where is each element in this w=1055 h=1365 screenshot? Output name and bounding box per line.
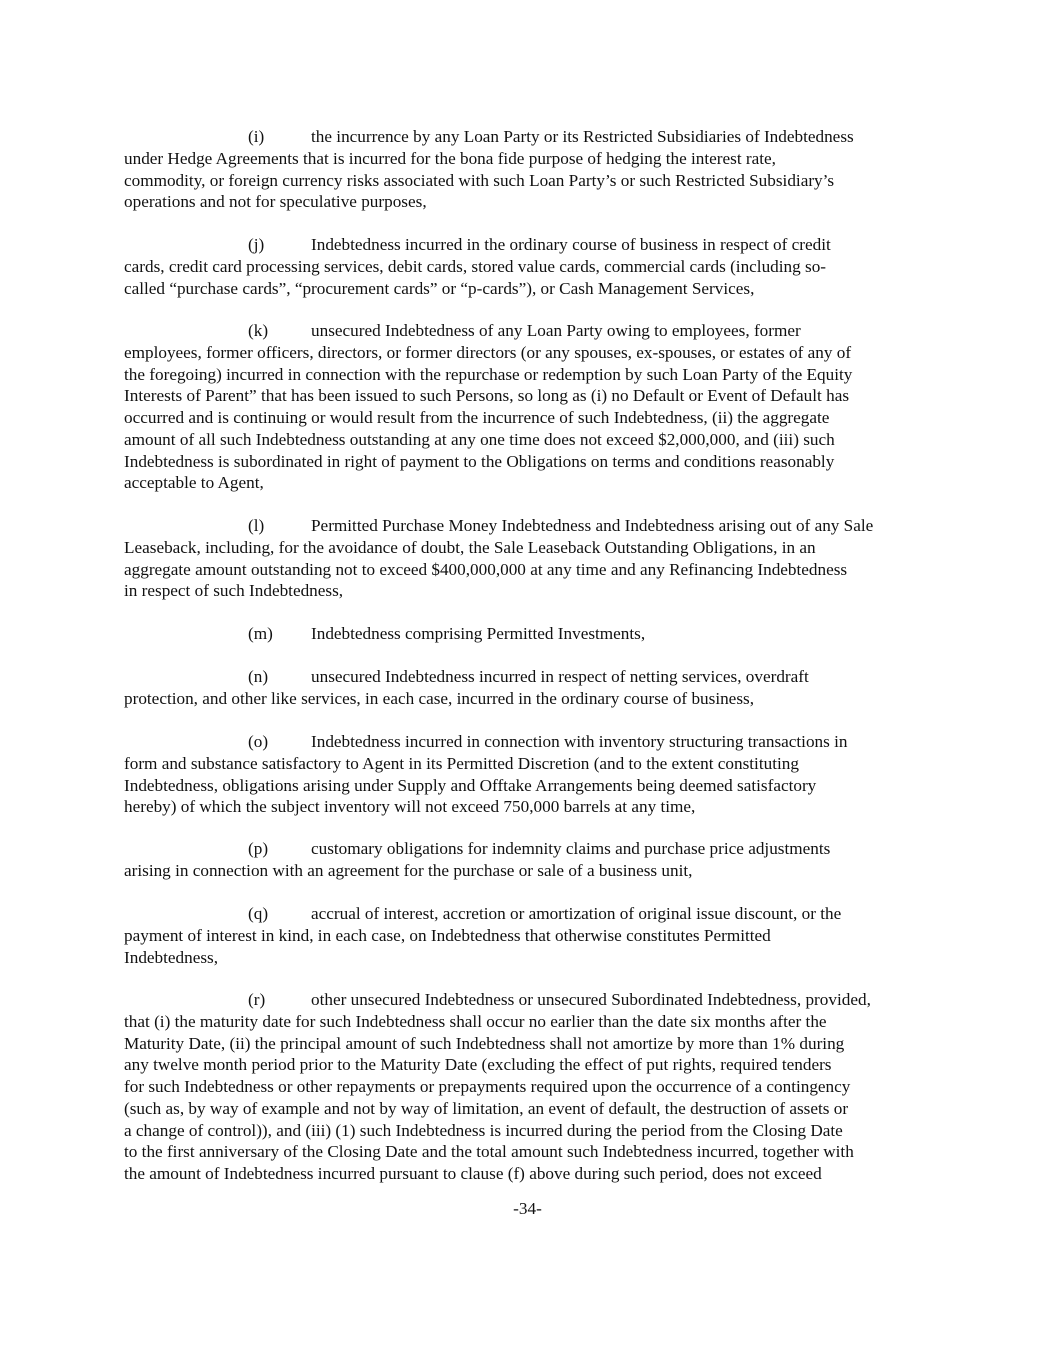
clause-text: other unsecured Indebtedness or unsecured Subordinated Indebtedness, provided, [311, 990, 871, 1009]
clause-label: (n) [248, 667, 269, 686]
clause-text: Indebtedness incurred in connection with inventory structuring transactions in [311, 732, 848, 751]
clause-text: commodity, or foreign currency risks associated with such Loan Party’s or such Restricted Subsidiary’s [124, 170, 835, 190]
clause-text: called “purchase cards”, “procurement cards” or “p-cards”), or Cash Management Services, [124, 278, 755, 298]
clause-text: accrual of interest, accretion or amortization of original issue discount, or the [311, 904, 842, 923]
clause-text: Maturity Date, (ii) the principal amount of such Indebtedness shall not amortize by more than 1% during [124, 1033, 845, 1053]
clause-text: the amount of Indebtedness incurred pursuant to clause (f) above during such period, does not exceed [124, 1164, 822, 1183]
clause-text: customary obligations for indemnity claims and purchase price adjustments [311, 839, 831, 858]
clause-n [124, 666, 944, 710]
clause-text: amount of all such Indebtedness outstanding at any one time does not exceed $2,000,000, and (iii) such [124, 429, 835, 449]
clause-text: employees, former officers, directors, or former directors (or any spouses, ex-spouses, or estates of any of [124, 342, 852, 362]
clause-text: under Hedge Agreements that is incurred for the bona fide purpose of hedging the interest rate, [124, 148, 776, 168]
clause-label: (q) [248, 904, 269, 923]
clause-text: Indebtedness, [124, 947, 219, 967]
clause-q [124, 903, 944, 968]
clause-text: hereby) of which the subject inventory will not exceed 750,000 barrels at any time, [124, 797, 696, 817]
clause-i [124, 126, 944, 213]
clause-text: for such Indebtedness or other repayments or prepayments required upon the occurrence of a contingency [124, 1077, 851, 1096]
clause-text: the foregoing) incurred in connection with the repurchase or redemption by such Loan Party of the Equity [124, 364, 853, 384]
clause-m [124, 623, 944, 645]
clause-label: (j) [248, 235, 265, 254]
clause-text: protection, and other like services, in each case, incurred in the ordinary course of business, [124, 688, 754, 708]
clause-text: Leaseback, including, for the avoidance of doubt, the Sale Leaseback Outstanding Obligations, in an [124, 537, 816, 557]
clause-label: (i) [248, 127, 265, 146]
clause-label: (r) [248, 990, 266, 1009]
clause-label: (k) [248, 321, 269, 340]
clause-text: Indebtedness is subordinated in right of payment to the Obligations on terms and conditions reasonably [124, 451, 835, 471]
clause-label: (l) [248, 516, 265, 535]
clause-text: occurred and is continuing or would result from the incurrence of such Indebtedness, (ii) the aggregate [124, 408, 830, 427]
clause-text: that (i) the maturity date for such Indebtedness shall occur no earlier than the date six months after the [124, 1011, 827, 1031]
clause-text: Indebtedness comprising Permitted Investments, [311, 624, 646, 643]
clause-text: in respect of such Indebtedness, [124, 581, 344, 601]
clause-j [124, 234, 944, 299]
clause-r [124, 989, 944, 1185]
clause-text: Permitted Purchase Money Indebtedness and Indebtedness arising out of any Sale [311, 516, 874, 535]
clause-text: to the first anniversary of the Closing Date and the total amount such Indebtedness incurred, together with [124, 1142, 854, 1162]
clause-label: (o) [248, 732, 269, 751]
clause-text: any twelve month period prior to the Maturity Date (excluding the effect of put rights, required tenders [124, 1055, 832, 1075]
clause-text: cards, credit card processing services, debit cards, stored value cards, commercial cards (including so- [124, 256, 827, 276]
page-number: -34- [513, 1199, 542, 1218]
clause-text: acceptable to Agent, [124, 473, 264, 493]
clause-text: form and substance satisfactory to Agent in its Permitted Discretion (and to the extent constituting [124, 753, 799, 773]
clause-text: payment of interest in kind, in each case, on Indebtedness that otherwise constitutes Permitted [124, 925, 771, 945]
clause-text: aggregate amount outstanding not to exceed $400,000,000 at any time and any Refinancing Indebtedness [124, 559, 848, 579]
clause-text: Indebtedness, obligations arising under Supply and Offtake Arrangements being deemed satisfactory [124, 775, 817, 795]
clause-l [124, 515, 944, 602]
clause-text: a change of control)), and (iii) (1) such Indebtedness is incurred during the period from the Closing Date [124, 1120, 843, 1140]
clause-text: arising in connection with an agreement for the purchase or sale of a business unit, [124, 860, 693, 880]
clause-o [124, 731, 944, 818]
clause-text: Indebtedness incurred in the ordinary course of business in respect of credit [311, 235, 831, 254]
clause-text: Interests of Parent” that has been issued to such Persons, so long as (i) no Default or Event of Default has [124, 386, 850, 406]
clause-text: (such as, by way of example and not by way of limitation, an event of default, the destruction of assets or [124, 1098, 849, 1118]
clause-text: unsecured Indebtedness of any Loan Party owing to employees, former [311, 321, 801, 340]
clause-text: the incurrence by any Loan Party or its Restricted Subsidiaries of Indebtedness [311, 127, 854, 146]
clause-label: (p) [248, 839, 269, 858]
clause-k [124, 320, 944, 494]
clause-label: (m) [248, 624, 273, 643]
clause-p [124, 838, 944, 882]
clause-text: operations and not for speculative purposes, [124, 192, 427, 212]
clause-text: unsecured Indebtedness incurred in respect of netting services, overdraft [311, 667, 809, 686]
